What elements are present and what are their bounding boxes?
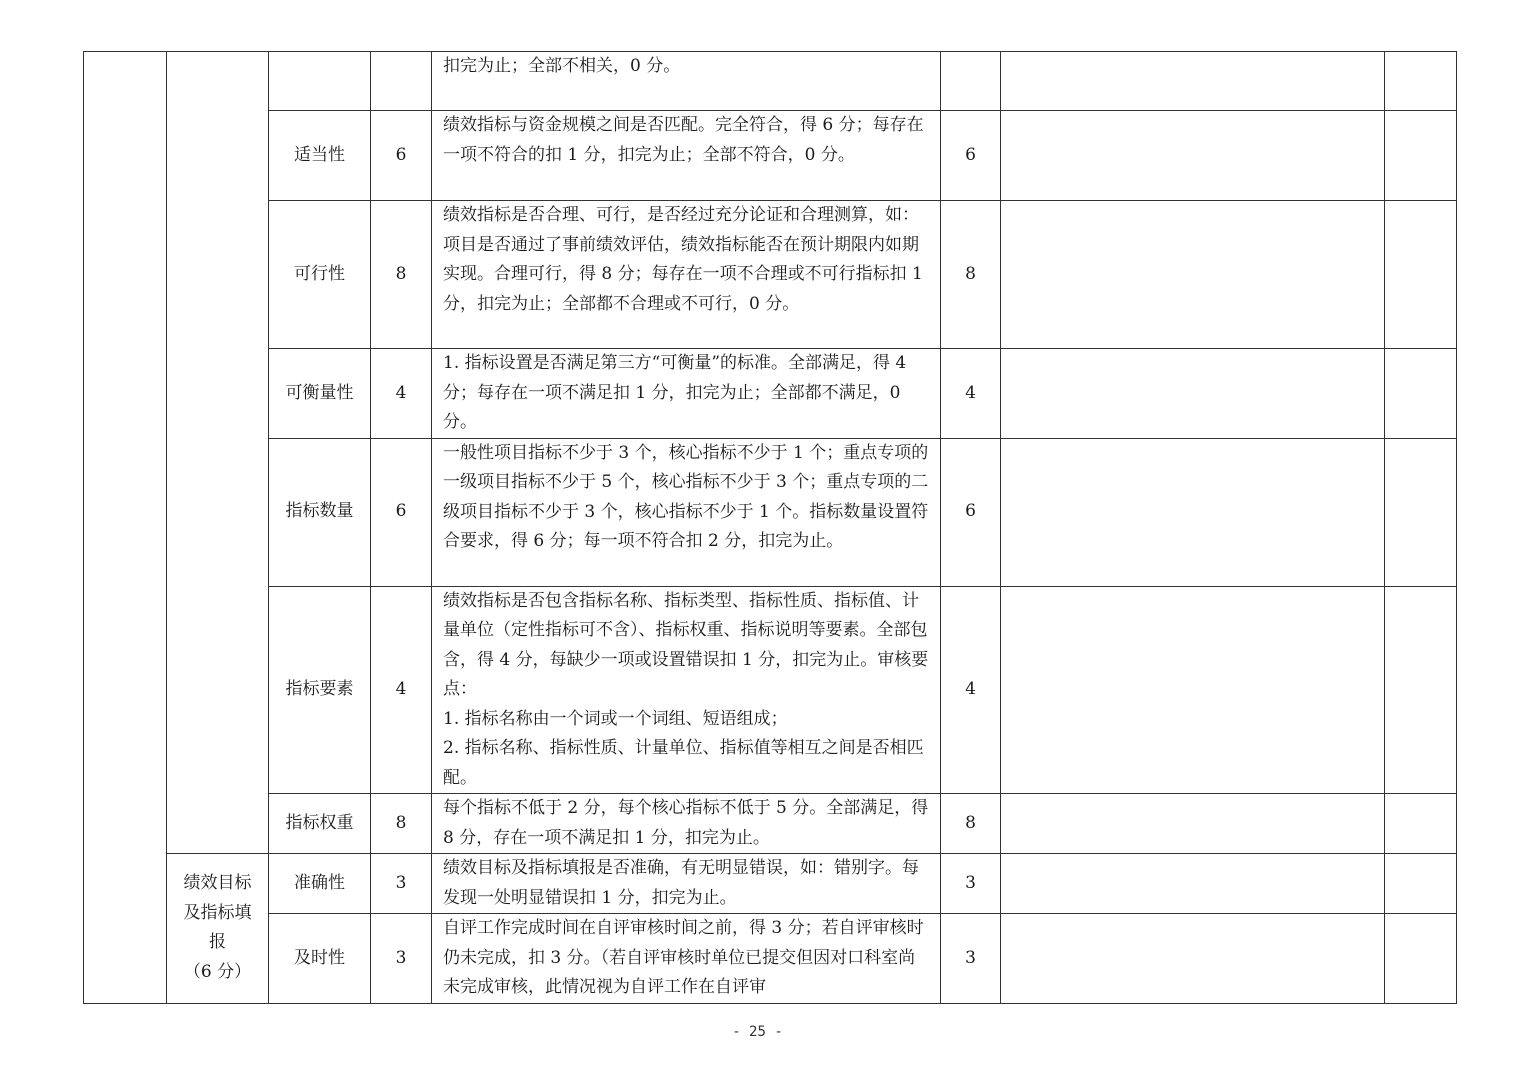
criteria-cell: 绩效指标是否合理、可行，是否经过充分论证和合理测算，如：项目是否通过了事前绩效评估，绩效指标能否在预计期限内如期实现。合理可行，得 8 分；每存在一项不合理或不可行指标扣 1 分，扣完为止；全部都不合理或不可行，0 分。 — [432, 201, 941, 349]
weight-cell: 8 — [371, 201, 432, 349]
weight-cell: 6 — [371, 111, 432, 201]
criteria-cell: 绩效指标与资金规模之间是否匹配。完全符合，得 6 分；每存在一项不符合的扣 1 分，扣完为止；全部不符合，0 分。 — [432, 111, 941, 201]
score-cell: 3 — [941, 854, 1001, 914]
score-cell: 6 — [941, 111, 1001, 201]
table-row — [84, 438, 1457, 586]
note-cell — [1001, 52, 1385, 111]
score-cell: 8 — [941, 201, 1001, 349]
score-cell: 4 — [941, 586, 1001, 794]
indicator-cell: 及时性 — [269, 914, 371, 1004]
indicator-cell: 指标数量 — [269, 438, 371, 586]
criteria-cell: 绩效指标是否包含指标名称、指标类型、指标性质、指标值、计量单位（定性指标可不含）、指标权重、指标说明等要素。全部包含，得 4 分，每缺少一项或设置错误扣 1 分，扣完为止。审核要点： 1. 指标名称由一个词或一个词组、短语组成； 2. 指标名称、指标性质、计量单位、指标值等相互之间是否相匹配。 — [432, 586, 941, 794]
remark-cell — [1385, 854, 1457, 914]
remark-cell — [1385, 201, 1457, 349]
note-cell — [1001, 438, 1385, 586]
indicator-cell: 适当性 — [269, 111, 371, 201]
criteria-cell: 扣完为止；全部不相关，0 分。 — [432, 52, 941, 111]
score-cell: 4 — [941, 349, 1001, 439]
criteria-cell: 每个指标不低于 2 分，每个核心指标不低于 5 分。全部满足，得 8 分，存在一项不满足扣 1 分，扣完为止。 — [432, 794, 941, 854]
note-cell — [1001, 586, 1385, 794]
remark-cell — [1385, 349, 1457, 439]
indicator-cell: 指标要素 — [269, 586, 371, 794]
weight-cell: 8 — [371, 794, 432, 854]
weight-cell: 4 — [371, 349, 432, 439]
weight-cell: 6 — [371, 438, 432, 586]
table-row — [84, 586, 1457, 794]
weight-cell: 3 — [371, 854, 432, 914]
note-cell — [1001, 854, 1385, 914]
score-cell: 6 — [941, 438, 1001, 586]
indicator-cell: 可行性 — [269, 201, 371, 349]
note-cell — [1001, 201, 1385, 349]
indicator-cell: 可衡量性 — [269, 349, 371, 439]
note-cell — [1001, 794, 1385, 854]
criteria-cell: 绩效目标及指标填报是否准确，有无明显错误，如：错别字。每发现一处明显错误扣 1 分，扣完为止。 — [432, 854, 941, 914]
page-number: - 25 - — [732, 1024, 783, 1040]
remark-cell — [1385, 586, 1457, 794]
table-row — [84, 111, 1457, 201]
indicator-cell: 准确性 — [269, 854, 371, 914]
table-row — [84, 914, 1457, 1004]
criteria-cell: 一般性项目指标不少于 3 个，核心指标不少于 1 个；重点专项的一级项目指标不少于 5 个，核心指标不少于 3 个；重点专项的二级项目指标不少于 3 个，核心指标不少于 1 个。指标数量设置符合要求，得 6 分；每一项不符合扣 2 分，扣完为止。 — [432, 438, 941, 586]
group-fill-cell: 绩效目标 及指标填 报 （6 分） — [167, 854, 269, 1004]
subcategory-cell — [167, 52, 269, 854]
note-cell — [1001, 111, 1385, 201]
table-row — [84, 349, 1457, 439]
indicator-cell: 指标权重 — [269, 794, 371, 854]
table-row — [84, 52, 1457, 111]
weight-cell — [371, 52, 432, 111]
remark-cell — [1385, 52, 1457, 111]
score-cell: 3 — [941, 914, 1001, 1004]
score-table — [83, 51, 1457, 1004]
table-row — [84, 201, 1457, 349]
note-cell — [1001, 349, 1385, 439]
criteria-cell: 自评工作完成时间在自评审核时间之前，得 3 分；若自评审核时仍未完成，扣 3 分。（若自评审核时单位已提交但因对口科室尚未完成审核，此情况视为自评工作在自评审 — [432, 914, 941, 1004]
remark-cell — [1385, 111, 1457, 201]
weight-cell: 4 — [371, 586, 432, 794]
note-cell — [1001, 914, 1385, 1004]
remark-cell — [1385, 438, 1457, 586]
indicator-cell — [269, 52, 371, 111]
table-row — [84, 854, 1457, 914]
table-row — [84, 794, 1457, 854]
remark-cell — [1385, 794, 1457, 854]
score-cell: 8 — [941, 794, 1001, 854]
score-cell — [941, 52, 1001, 111]
criteria-cell: 1. 指标设置是否满足第三方“可衡量”的标准。全部满足，得 4 分；每存在一项不满足扣 1 分，扣完为止；全部都不满足，0 分。 — [432, 349, 941, 439]
remark-cell — [1385, 914, 1457, 1004]
weight-cell: 3 — [371, 914, 432, 1004]
category-cell — [84, 52, 167, 1004]
